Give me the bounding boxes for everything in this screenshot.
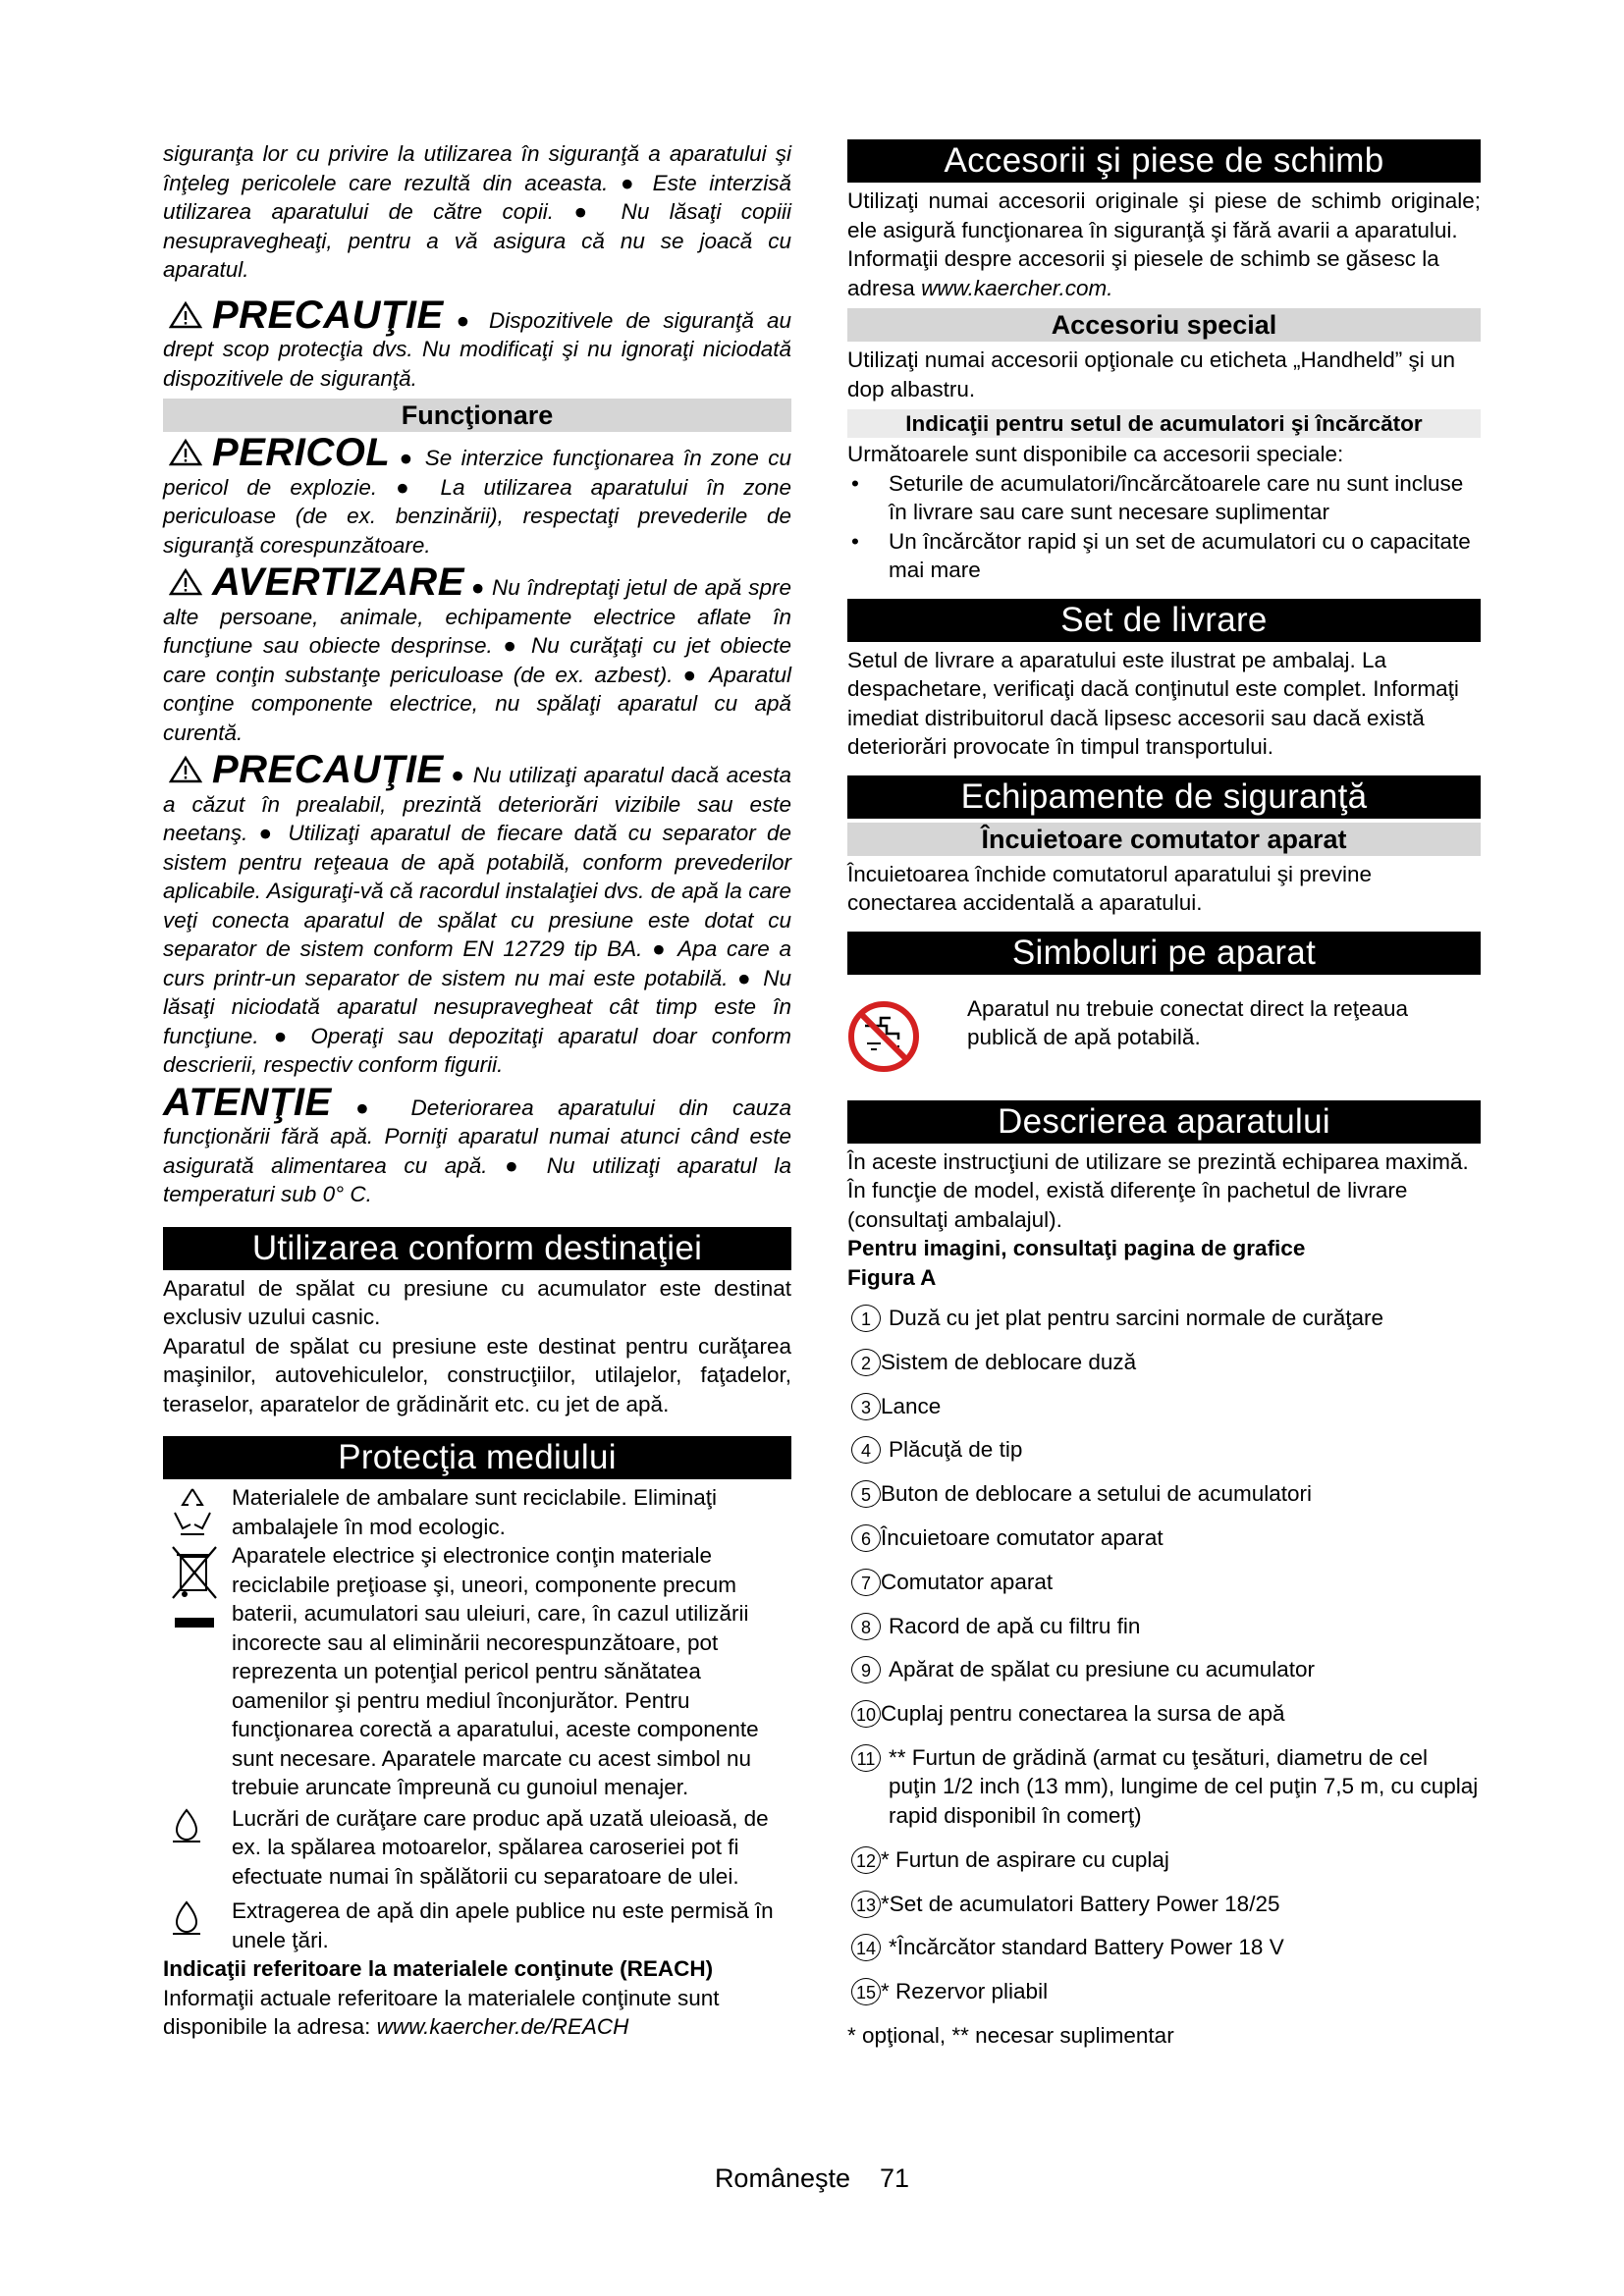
part-item: 7 Comutator aparat <box>847 1568 1481 1597</box>
warning-triangle-icon <box>169 755 202 784</box>
part-item: 14 *Încărcător standard Battery Power 18 V <box>847 1933 1481 1962</box>
warning-label: PRECAUŢIE <box>212 293 444 337</box>
part-item: 4 Plăcuţă de tip <box>847 1435 1481 1465</box>
part-item: 3 Lance <box>847 1392 1481 1421</box>
part-item: 2 Sistem de deblocare duză <box>847 1348 1481 1377</box>
set-livrare-paragraph: Setul de livrare a aparatului este ilustrat pe ambalaj. La despachetare, verificaţi dacă conţinutul este complet. Informaţi imediat distribuitorul dacă lipsesc accesorii sau dacă există deteriorări provocate în timpul transportului. <box>847 647 1459 759</box>
part-number-badge: 13 <box>851 1891 881 1918</box>
part-number-badge: 3 <box>851 1393 881 1420</box>
indicatii-paragraph: Următoarele sunt disponibile ca accesorii speciale: <box>847 442 1344 466</box>
right-column <box>847 139 1481 2050</box>
warning-caution-1: PRECAUŢIE ● Dispozitivele de siguranţă au drept scop protecţia dvs. Nu modificaţi şi nu ignoraţi niciodată dispozitivele de siguranţă. <box>163 293 791 391</box>
accesorii-paragraph-2: Informaţii despre accesorii şi piesele de schimb se găsesc la adresa www.kaercher.com. <box>847 246 1439 300</box>
no-direct-connection-icon <box>847 1000 920 1073</box>
env-packaging: Materialele de ambalare sunt reciclabile. Eliminaţi ambalajele în mod ecologic. <box>163 1483 791 1541</box>
left-column <box>163 139 791 2042</box>
warning-label: ATENŢIE <box>163 1080 332 1124</box>
part-number-badge: 14 <box>851 1934 881 1961</box>
indicatii-list <box>847 469 1481 585</box>
part-number-badge: 11 <box>851 1744 881 1772</box>
section-heading-simboluri: Simboluri pe aparat <box>847 932 1481 975</box>
utilizare-paragraph-1: Aparatul de spălat cu presiune cu acumulator este destinat exclusiv uzului casnic. <box>163 1275 791 1329</box>
section-heading-set-livrare: Set de livrare <box>847 599 1481 642</box>
section-heading-incuietoare: Încuietoare comutator aparat <box>847 823 1481 856</box>
part-number-badge: 8 <box>851 1613 881 1640</box>
part-item: 12 * Furtun de aspirare cu cuplaj <box>847 1845 1481 1875</box>
warning-triangle-icon <box>169 300 202 330</box>
warning-caution-2: PRECAUŢIE ● Nu utilizaţi aparatul dacă acesta a căzut în prealabil, prezintă deteriorări vizibile sau este neetanş. ● Utilizaţi aparatul de fiecare dată cu separator de sistem pentru reţeaua de apă potabilă, conform prevederilor aplicabile. Asiguraţi-vă că racordul instalaţiei dvs. de apă la care veţi conecta aparatul de spălat cu presiune este dotat cu separator de sistem conform EN 12729 tip BA. ● Apa care a curs printr-un separator de sistem nu mai este potabilă. ● Nu lăsaţi niciodată aparatul nesupravegheat cât timp este în funcţiune. ● Operaţi sau depozitaţi aparatul doar conform descrierii, respectiv conform figurii. <box>163 748 791 1077</box>
part-item: 6 Încuietoare comutator aparat <box>847 1523 1481 1553</box>
part-item: 15 * Rezervor pliabil <box>847 1977 1481 2006</box>
warning-avertizare: AVERTIZARE ● Nu îndreptaţi jetul de apă spre alte persoane, animale, echipamente electrice aflate în funcţiune sau obiecte desprinse. ● Nu curăţaţi cu jet obiecte care conţin substanţe periculoase (de ex. azbest). ● Aparatul conţine componente electrice, nu spălaţi aparatul cu apă curentă. <box>163 561 791 745</box>
part-item: 10 Cuplaj pentru conectarea la sursa de apă <box>847 1699 1481 1729</box>
part-item: 1 Duză cu jet plat pentru sarcini normale de curăţare <box>847 1304 1481 1333</box>
part-item: 9 Apărat de spălat cu presiune cu acumulator <box>847 1655 1481 1684</box>
part-number-badge: 2 <box>851 1349 881 1376</box>
part-number-badge: 4 <box>851 1436 881 1464</box>
recycle-icon <box>169 1485 216 1538</box>
descriere-bold-2: Figura A <box>847 1264 937 1290</box>
section-heading-descriere: Descrierea aparatului <box>847 1100 1481 1144</box>
parts-note: * opţional, ** necesar suplimentar <box>847 2022 1174 2048</box>
part-item: 11 ** Furtun de grădină (armat cu ţesături, diametru de cel puţin 1/2 inch (13 mm), lungime de cel puţin 7,5 m, cu cuplaj rapid disponibil în comerţ) <box>847 1743 1481 1831</box>
part-number-badge: 10 <box>851 1700 881 1728</box>
reach-link[interactable]: www.kaercher.de/REACH <box>376 2014 629 2039</box>
section-heading-echipamente: Echipamente de siguranţă <box>847 775 1481 819</box>
list-item: • Seturile de acumulatori/încărcătoarele care nu sunt incluse în livrare sau care sunt necesare suplimentar <box>847 469 1481 527</box>
warning-label: PRECAUŢIE <box>212 748 444 791</box>
utilizare-paragraph-2: Aparatul de spălat cu presiune este destinat pentru curăţarea maşinilor, autovehiculelor, construcţiilor, utilajelor, faţadelor, teraselor, aparatelor de grădinărit etc. cu jet de apă. <box>163 1333 791 1416</box>
warning-label: PERICOL <box>212 431 391 474</box>
section-heading-accesorii: Accesorii şi piese de schimb <box>847 139 1481 183</box>
crossed-bin-icon <box>169 1543 220 1633</box>
part-number-badge: 15 <box>851 1978 881 2005</box>
warning-label: AVERTIZARE <box>212 561 464 604</box>
reach-paragraph: Informaţii actuale referitoare la materialele conţinute sunt disponibile la adresa: www.kaercher.de/REACH <box>163 1985 720 2039</box>
section-heading-indicatii: Indicaţii pentru setul de acumulatori şi încărcător <box>847 409 1481 438</box>
section-heading-utilizarea: Utilizarea conform destinaţiei <box>163 1227 791 1270</box>
part-number-badge: 7 <box>851 1569 881 1596</box>
warning-attention: ATENŢIE ● Deteriorarea aparatului din cauza funcţionării fără apă. Porniţi aparatul numai atunci când este asigurată alimentarea cu apă. ● Nu utilizaţi aparatul la temperaturi sub 0° C. <box>163 1080 791 1206</box>
oil-drop-icon <box>169 1806 204 1845</box>
kaercher-link[interactable]: www.kaercher.com. <box>921 275 1113 300</box>
part-item: 8 Racord de apă cu filtru fin <box>847 1612 1481 1641</box>
part-number-badge: 9 <box>851 1656 881 1683</box>
safety-intro: siguranţa lor cu privire la utilizarea în siguranţă a aparatului şi înţeleg pericolele care rezultă din aceasta. ● Este interzisă utilizarea aparatului de către copii. ● Nu lăsaţi copiii nesupravegheaţi, pentru a vă asigura că nu se joacă cu aparatul. <box>163 141 791 282</box>
descriere-paragraph: În aceste instrucţiuni de utilizare se prezintă echiparea maximă. În funcţie de model, există diferenţe în pachetul de livrare (consultaţi ambalajul). <box>847 1148 1469 1232</box>
env-oily-water: Lucrări de curăţare care produc apă uzată uleioasă, de ex. la spălarea motoarelor, spălarea caroseriei pot fi efectuate numai în spălătorii cu separatoare de ulei. <box>163 1804 791 1892</box>
parts-list <box>847 1304 1481 2006</box>
part-item: 5 Buton de deblocare a setului de acumulatori <box>847 1479 1481 1509</box>
section-heading-protectia: Protecţia mediului <box>163 1436 791 1479</box>
section-heading-functionare: Funcţionare <box>163 399 791 432</box>
warning-triangle-icon <box>169 567 202 597</box>
descriere-bold-1: Pentru imagini, consultaţi pagina de grafice <box>847 1236 1306 1260</box>
page-footer: Româneşte 71 <box>714 2163 910 2193</box>
part-number-badge: 12 <box>851 1846 881 1874</box>
symbol-text: Aparatul nu trebuie conectat direct la reţeaua publică de apă potabilă. <box>967 995 1409 1049</box>
water-drop-icon <box>169 1898 204 1938</box>
warning-triangle-icon <box>169 438 202 467</box>
reach-title: Indicaţii referitoare la materialele conţinute (REACH) <box>163 1956 714 1981</box>
accesoriu-special-paragraph: Utilizaţi numai accesorii opţionale cu eticheta „Handheld” şi un dop albastru. <box>847 347 1456 401</box>
part-number-badge: 1 <box>851 1305 881 1332</box>
part-number-badge: 5 <box>851 1480 881 1508</box>
part-item: 13 *Set de acumulatori Battery Power 18/25 <box>847 1890 1481 1919</box>
env-weee: Aparatele electrice şi electronice conţin materiale reciclabile preţioase şi, uneori, componente precum baterii, acumulatori sau uleiuri, care, în cazul utilizării incorecte sau al eliminării necorespunzătoare, pot reprezenta un potenţial pericol pentru sănătatea oamenilor şi pentru mediul înconjurător. Pentru funcţionarea corectă a aparatului, aceste componente sunt necesare. Aparatele marcate cu acest simbol nu trebuie aruncate împreună cu gunoiul menajer. <box>163 1541 791 1802</box>
accesorii-paragraph-1: Utilizaţi numai accesorii originale şi piese de schimb originale; ele asigură funcţionarea în siguranţă şi fără avarii a aparatului. <box>847 188 1481 242</box>
env-public-water: Extragerea de apă din apele publice nu este permisă în unele ţări. <box>163 1896 791 1954</box>
section-heading-accesoriu-special: Accesoriu special <box>847 308 1481 342</box>
list-item: • Un încărcător rapid şi un set de acumulatori cu o capacitate mai mare <box>847 527 1481 585</box>
part-number-badge: 6 <box>851 1524 881 1552</box>
warning-danger: PERICOL ● Se interzice funcţionarea în zone cu pericol de explozie. ● La utilizarea aparatului în zone periculoase (de ex. benzinării), respectaţi prevederile de siguranţă corespunzătoare. <box>163 431 791 558</box>
symbol-row <box>847 994 1481 1083</box>
incuietoare-paragraph: Încuietoarea închide comutatorul aparatului şi previne conectarea accidentală a aparatului. <box>847 861 1373 915</box>
